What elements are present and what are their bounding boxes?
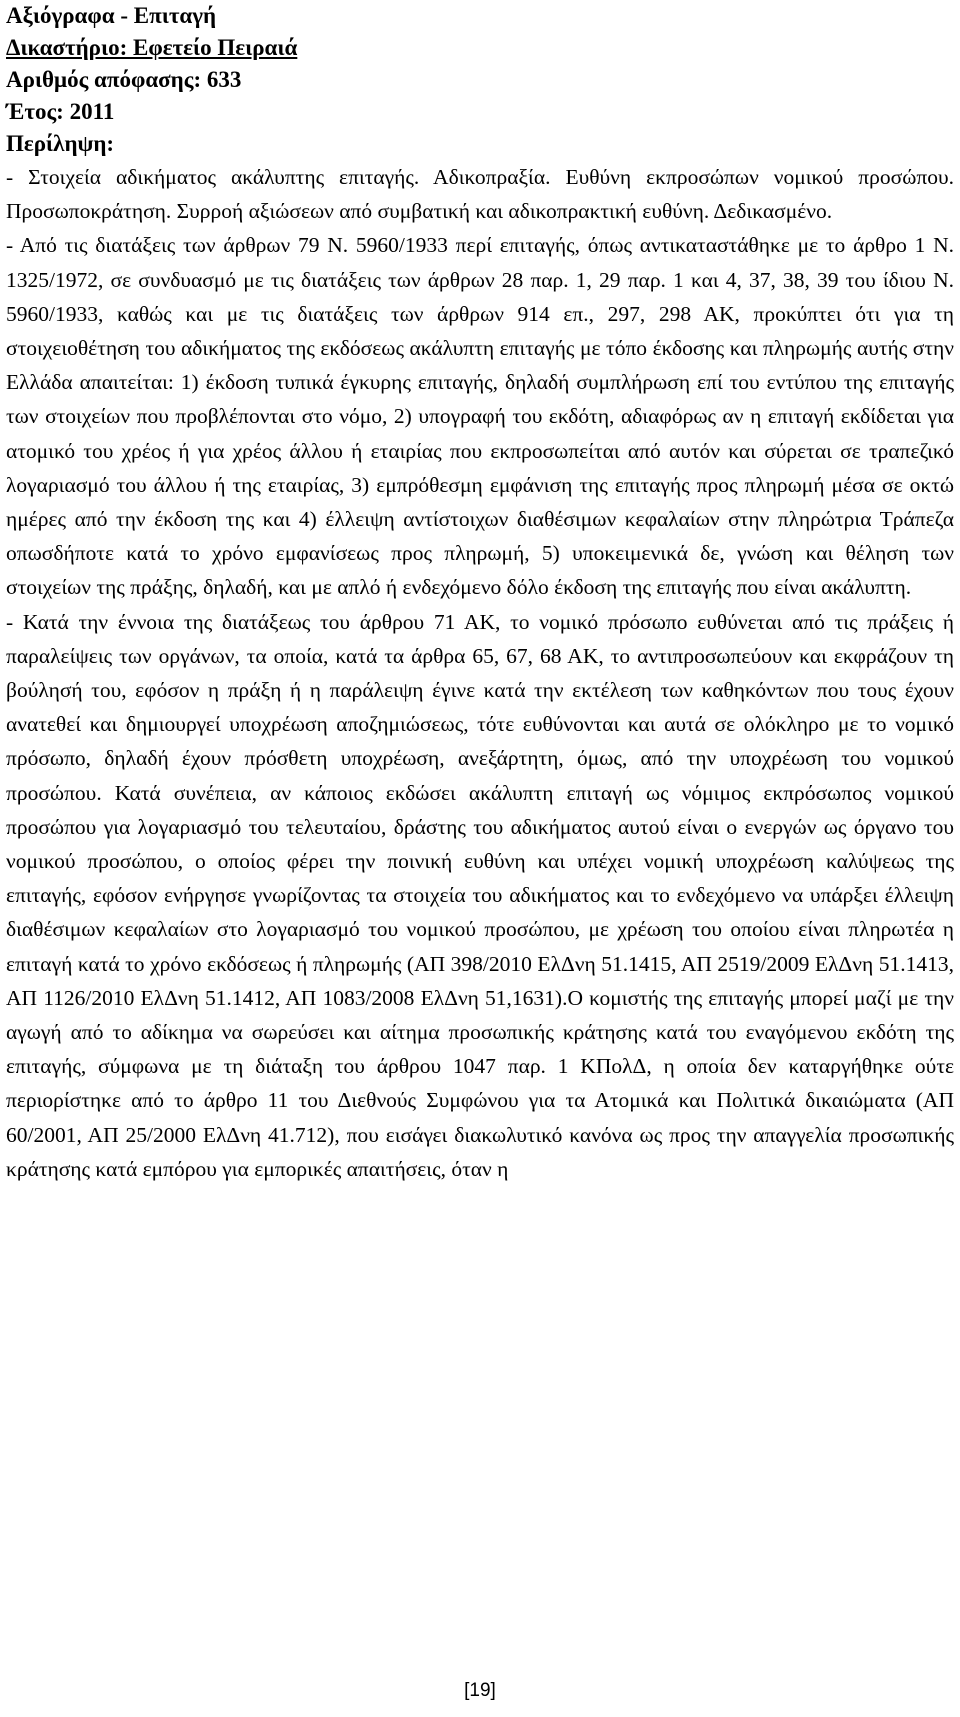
court-name: Δικαστήριο: Εφετείο Πειραιά	[6, 35, 298, 60]
summary-body	[6, 160, 954, 1186]
summary-paragraph-cheque-elements: - Από τις διατάξεις των άρθρων 79 Ν. 5960/1933 περί επιταγής, όπως αντικαταστάθηκε με το άρθρο 1 Ν. 1325/1972, σε συνδυασμό με τις διατάξεις των άρθρων 28 παρ. 1, 29 παρ. 1 και 4, 37, 38, 39 του ίδιου Ν. 5960/1933, καθώς και με τις διατάξεις των άρθρων 914 επ., 297, 298 ΑΚ, προκύπτει ότι για τη στοιχειοθέτηση του αδικήματος της εκδόσεως ακάλυπτη επιταγής με τόπο έκδοσης και πληρωμής αυτής στην Ελλάδα απαιτείται: 1) έκδοση τυπικά έγκυρης επιταγής, δηλαδή συμπλήρωση επί του εντύπου της επιταγής των στοιχείων που προβλέπονται στο νόμο, 2) υπογραφή του εκδότη, αδιαφόρως αν η επιταγή εκδίδεται για ατομικό του χρέος ή για χρέος άλλου ή εταιρίας που εκπροσωπείται από αυτόν και σύρεται σε τραπεζικό λογαριασμό του άλλου ή της εταιρίας, 3) εμπρόθεσμη εμφάνιση της επιταγής προς πληρωμή μέσα σε οκτώ ημέρες από την έκδοση της και 4) έλλειψη αντίστοιχων διαθέσιμων κεφαλαίων στην πληρώτρια Τράπεζα οπωσδήποτε κατά το χρόνο εμφανίσεως προς πληρωμή, 5) υποκειμενικά δε, γνώση και θέληση των στοιχείων της πράξης, δηλαδή, και με απλό ή ενδεχόμενο δόλο έκδοση της επιταγής που είναι ακάλυπτη.	[6, 233, 954, 600]
summary-paragraph-legal-entity-liability: - Κατά την έννοια της διατάξεως του άρθρου 71 ΑΚ, το νομικό πρόσωπο ευθύνεται από τις πράξεις ή παραλείψεις των οργάνων, τα οποία, κατά τα άρθρα 65, 67, 68 ΑΚ, το αντιπροσωπεύουν και εκφράζουν τη βούλησή του, εφόσον η πράξη ή η παράλειψη έγινε κατά την εκτέλεση των καθηκόντων που τους έχουν ανατεθεί και δημιουργεί υποχρέωση αποζημιώσεως, τότε ευθύνονται και αυτά σε ολόκληρο με το νομικό πρόσωπο, δηλαδή έχουν πρόσθετη υποχρέωση, ανεξάρτητη, όμως, από την υποχρέωση του νομικού προσώπου. Κατά συνέπεια, αν κάποιος εκδώσει ακάλυπτη επιταγή ως νόμιμος εκπρόσωπος νομικού προσώπου για λογαριασμό του τελευταίου, δράστης του αδικήματος αυτού είναι ο ενεργών ως όργανο του νομικού προσώπου, ο οποίος φέρει την ποινική ευθύνη και υπέχει νομική υποχρέωση καλύψεως της επιταγής, εφόσον ενήργησε γνωρίζοντας τα στοιχεία του αδικήματος και το ενδεχόμενο να υπάρξει έλλειψη διαθέσιμων κεφαλαίων στο λογαριασμό του νομικού προσώπου, με χρέωση του οποίου είναι πληρωτέα η επιταγή κατά το χρόνο εκδόσεως ή πληρωμής (ΑΠ 398/2010 ΕλΔνη 51.1415, ΑΠ 2519/2009 ΕλΔνη 51.1413, ΑΠ 1126/2010 ΕλΔνη 51.1412, ΑΠ 1083/2008 ΕλΔνη 51,1631).Ο κομιστής της επιταγής μπορεί μαζί με την αγωγή από το αδίκημα να σωρεύσει και αίτημα προσωπικής κράτησης κατά του εναγόμενου εκδότη της επιταγής, σύμφωνα με τη διάταξη του άρθρου 1047 παρ. 1 ΚΠολΔ, η οποία δεν καταργήθηκε ούτε περιορίστηκε από το άρθρο 11 του Διεθνούς Συμφώνου για τα Ατομικά και Πολιτικά δικαιώματα (ΑΠ 60/2001, ΑΠ 25/2000 ΕλΔνη 41.712), που εισάγει διακωλυτικό κανόνα ως προς την απαγγελία προσωπικής κράτησης κατά εμπόρου για εμπορικές απαιτήσεις, όταν η	[6, 609, 954, 1181]
summary-paragraph-keywords: - Στοιχεία αδικήματος ακάλυπτης επιταγής. Αδικοπραξία. Ευθύνη εκπροσώπων νομικού προσώπου. Προσωποκράτηση. Συρροή αξιώσεων από συμβατική και αδικοπρακτική ευθύνη. Δεδικασμένο.	[6, 165, 954, 224]
decision-number: Αριθμός απόφασης: 633	[6, 67, 242, 92]
decision-year: Έτος: 2011	[6, 99, 115, 124]
document-header	[6, 0, 954, 160]
summary-label: Περίληψη:	[6, 131, 115, 156]
page-number: [19]	[464, 1680, 496, 1701]
court-line	[6, 32, 954, 64]
document-page	[6, 0, 954, 1186]
document-title: Αξιόγραφα - Επιταγή	[6, 3, 217, 28]
